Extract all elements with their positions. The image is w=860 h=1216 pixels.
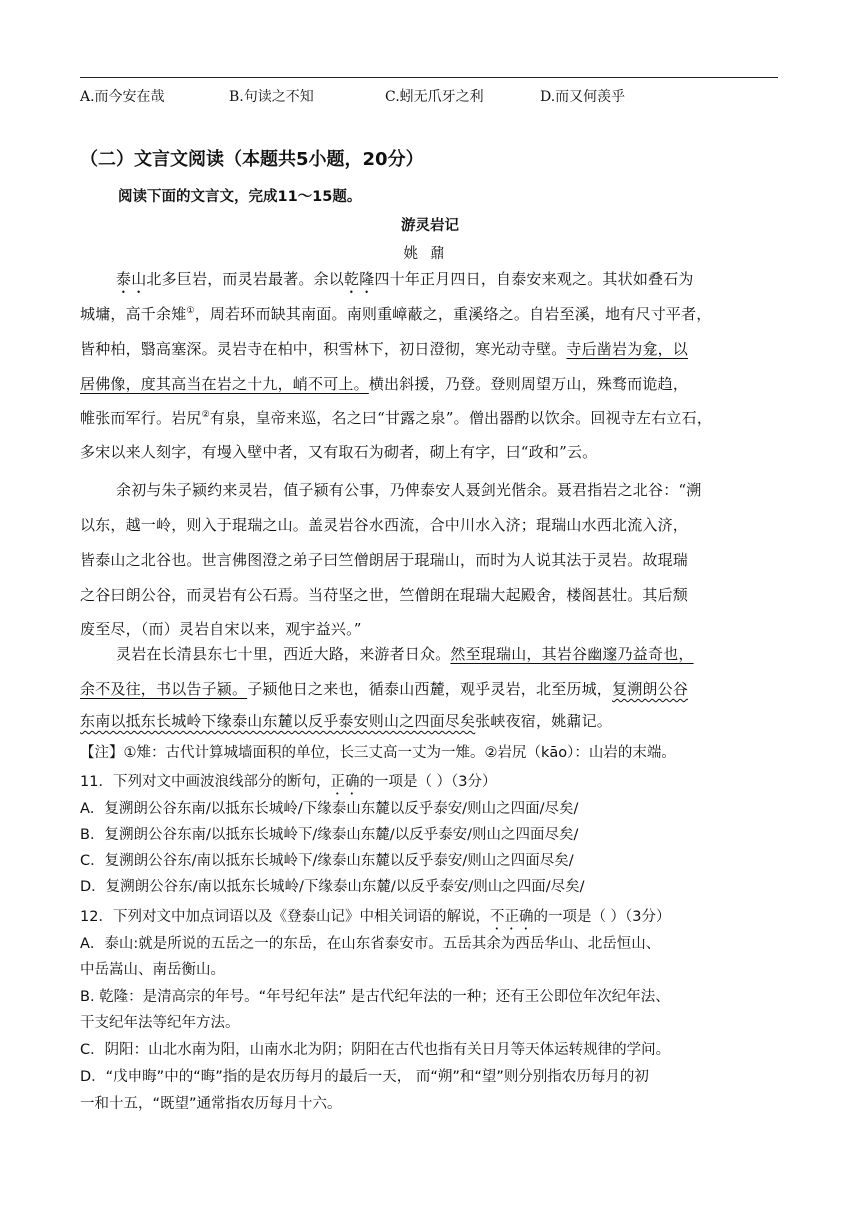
emphasis-word: 不正确 — [489, 909, 534, 925]
passage-line: 城墉，高千余雉①，周若环而缺其南面。南则重嶂蔽之，重溪络之。自岩至溪，地有尺寸平者， — [80, 305, 712, 323]
passage-title: 游灵岩记 — [401, 217, 459, 234]
question-12-line: 中岳嵩山、南岳衡山。 — [80, 962, 225, 978]
option-d: D.而又何羡乎 — [540, 89, 626, 105]
footnote-marker: ① — [186, 306, 195, 316]
dotted-word: 山 — [131, 270, 147, 288]
question-12-line: A．泰山:就是所说的五岳之一的东岳，在山东省泰安市。五岳其余为西岳华山、北岳恒山、 — [80, 936, 661, 952]
passage-line: 余不及往，书以告子颍。子颍他日之来也，循泰山西麓，观乎灵岩，北至历城，复溯朗公谷 — [80, 680, 689, 698]
wavy-underlined-text: 东南以抵东长城岭下缘泰山东麓以反乎泰安则山之四面尽矣 — [80, 712, 476, 730]
section-title: （二）文言文阅读（本题共5小题，20分） — [80, 149, 424, 170]
passage-line: 以东，越一岭，则入于琨瑞之山。盖灵岩谷水西流，合中川水入济；琨瑞山水西北流入济， — [80, 516, 689, 534]
emphasis-word: 正确 — [330, 774, 360, 790]
question-12-line: 干支纪年法等纪年方法。 — [80, 1015, 240, 1031]
option-a: A.而今安在哉 — [80, 89, 165, 105]
question-12-line: D．“戊申晦”中的“晦”指的是农历每月的最后一天， 而“朔”和“望”则分别指农历每月的初 — [80, 1069, 649, 1085]
question-11-option: B．复溯朗公谷东南/以抵东长城岭下/缘泰山东麓/以反乎泰安/则山之四面尽矣/ — [80, 827, 579, 843]
underlined-sentence: 然至琨瑞山，其岩谷幽邃乃益奇也， — [450, 645, 694, 663]
question-12-line: C．阴阳：山北水南为阳，山南水北为阴；阴阳在古代也指有关日月等天体运转规律的学问。 — [80, 1042, 671, 1058]
question-11-option: C．复溯朗公谷东/南以抵东长城岭下/缘泰山东麓以反乎泰安/则山之四面尽矣/ — [80, 853, 574, 869]
question-11-option: A．复溯朗公谷东南/以抵东长城岭/下缘泰山东麓以反乎泰安/则山之四面/尽矣/ — [80, 801, 579, 817]
question-12-stem: 12．下列对文中加点词语以及《登泰山记》中相关词语的解说，不正确的一项是（ ）（3分） — [80, 909, 671, 925]
dotted-word: 乾隆 — [344, 270, 375, 288]
passage-line: 泰山北多巨岩，而灵岩最著。余以乾隆四十年正月四日，自泰安来观之。其状如叠石为 — [116, 270, 694, 288]
passage-line: 帷张而军行。岩尻②有泉，皇帝来巡，名之曰“甘露之泉”。僧出器酌以饮余。回视寺左右立石， — [80, 409, 713, 427]
dotted-word: 泰 — [116, 270, 132, 288]
passage-line: 皆种柏，翳高塞深。灵岩寺在柏中，积雪林下，初日澄彻，寒光动寺壁。寺后凿岩为龛，以 — [80, 340, 689, 358]
option-c: C.蚓无爪牙之利 — [385, 89, 484, 105]
passage-line: 余初与朱子颍约来灵岩，值子颍有公事，乃俾泰安人聂剑光偕余。聂君指岩之北谷：“溯 — [116, 481, 702, 499]
passage-line: 之谷曰朗公谷，而灵岩有公石焉。当苻坚之世，竺僧朗在琨瑞大起殿舍，楼阁甚壮。其后颓 — [80, 586, 689, 604]
question-11-option: D．复溯朗公谷东/南以抵东长城岭/下缘泰山东麓/以反乎泰安/则山之四面/尽矣/ — [80, 879, 585, 895]
question-11-stem: 11．下列对文中画波浪线部分的断句，正确的一项是（ ）（3分） — [80, 774, 497, 790]
instruction: 阅读下面的文言文，完成11～15题。 — [118, 189, 362, 205]
underlined-sentence: 寺后凿岩为龛，以 — [566, 340, 689, 358]
underlined-sentence: 居佛像，度其高当在岩之十九，峭不可上。 — [80, 375, 369, 393]
wavy-underlined-text: 复溯朗公谷 — [612, 680, 689, 698]
passage-line: 多宋以来人刻字，有墁入壁中者，又有取石为砌者，砌上有字，曰“政和”云。 — [80, 443, 598, 461]
passage-author: 姚鼐 — [403, 246, 457, 262]
passage-line: 东南以抵东长城岭下缘泰山东麓以反乎泰安则山之四面尽矣张峡夜宿，姚鼐记。 — [80, 712, 613, 730]
question-12-line: 一和十五，“既望”通常指农历每月十六。 — [80, 1096, 342, 1112]
underlined-sentence: 余不及往，书以告子颍。 — [80, 680, 248, 698]
footnote-marker: ② — [201, 410, 210, 420]
question-12-line: B. 乾隆：是清高宗的年号。“年号纪年法” 是古代纪年法的一种；还有王公即位年次纪年法、 — [80, 989, 670, 1005]
passage-line: 皆泰山之北谷也。世言佛图澄之弟子曰竺僧朗居于琨瑞山，而时为人说其法于灵岩。故琨瑞 — [80, 551, 689, 569]
option-b: B.句读之不知 — [229, 89, 314, 105]
passage-line: 居佛像，度其高当在岩之十九，峭不可上。横出斜援，乃登。登则周望万山，殊骛而诡趋， — [80, 375, 689, 393]
top-divider — [80, 77, 778, 78]
footnote: 【注】①雉：古代计算城墙面积的单位，长三丈高一丈为一雉。②岩尻（kāo）：山岩的末端。 — [80, 745, 676, 761]
passage-line: 灵岩在长清县东七十里，西近大路，来游者日众。然至琨瑞山，其岩谷幽邃乃益奇也， — [116, 645, 694, 663]
passage-line: 废至尽，（而）灵岩自宋以来，观宇益兴。” — [80, 620, 362, 638]
